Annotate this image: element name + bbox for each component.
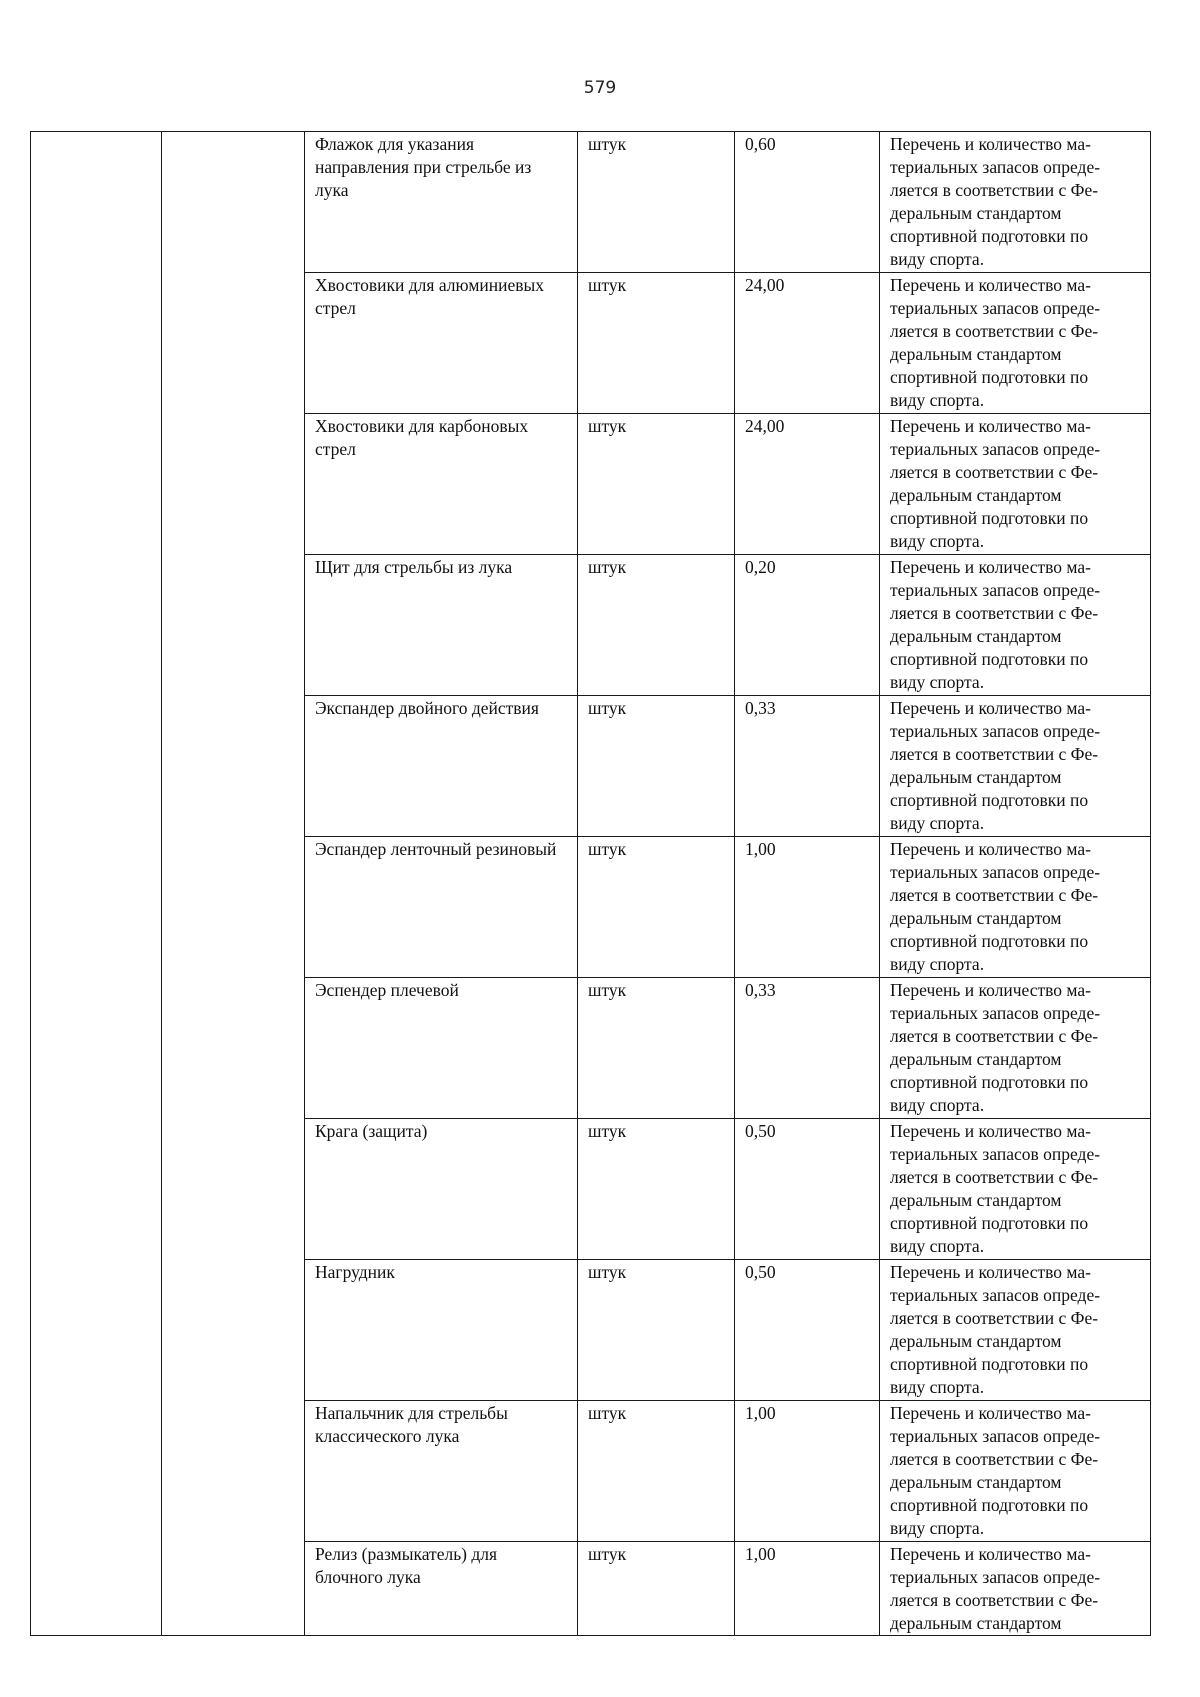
item-name: Хвостовики для алюминиевых стрел [305, 273, 578, 414]
note-line: ляется в соответствии с Фе- [890, 321, 1099, 341]
table-row [31, 132, 1151, 273]
note-line: спортивной подготовки по [890, 649, 1089, 669]
note-line: виду спорта. [890, 954, 985, 974]
note-line: Перечень и количество ма- [890, 557, 1091, 577]
merged-empty-cell-2 [162, 132, 305, 1636]
note-line: деральным стандартом [890, 344, 1062, 364]
note-line: виду спорта. [890, 672, 985, 692]
item-note [880, 414, 1151, 555]
item-unit: штук [578, 1542, 735, 1636]
item-note [880, 837, 1151, 978]
item-quantity: 0,33 [735, 978, 880, 1119]
item-name: Хвостовики для карбоновых стрел [305, 414, 578, 555]
note-line: ляется в соответствии с Фе- [890, 744, 1099, 764]
note-line: териальных запасов опреде- [890, 1144, 1101, 1164]
note-line: виду спорта. [890, 390, 985, 410]
item-quantity: 0,60 [735, 132, 880, 273]
note-line: Перечень и количество ма- [890, 1121, 1091, 1141]
item-unit: штук [578, 1260, 735, 1401]
note-line: спортивной подготовки по [890, 508, 1089, 528]
note-line: Перечень и количество ма- [890, 980, 1091, 1000]
item-quantity: 1,00 [735, 1401, 880, 1542]
note-line: териальных запасов опреде- [890, 1285, 1101, 1305]
item-name: Щит для стрельбы из лука [305, 555, 578, 696]
item-note [880, 978, 1151, 1119]
item-quantity: 1,00 [735, 1542, 880, 1636]
item-unit: штук [578, 132, 735, 273]
note-line: ляется в соответствии с Фе- [890, 1167, 1099, 1187]
item-note [880, 696, 1151, 837]
note-line: спортивной подготовки по [890, 931, 1089, 951]
item-unit: штук [578, 978, 735, 1119]
item-note [880, 1260, 1151, 1401]
note-line: териальных запасов опреде- [890, 157, 1101, 177]
note-line: териальных запасов опреде- [890, 1567, 1101, 1587]
note-line: ляется в соответствии с Фе- [890, 462, 1099, 482]
item-quantity: 24,00 [735, 414, 880, 555]
note-line: деральным стандартом [890, 1190, 1062, 1210]
note-line: ляется в соответствии с Фе- [890, 603, 1099, 623]
item-unit: штук [578, 837, 735, 978]
item-name: Эспандер ленточный резиновый [305, 837, 578, 978]
item-note [880, 273, 1151, 414]
note-line: спортивной подготовки по [890, 226, 1089, 246]
note-line: виду спорта. [890, 1518, 985, 1538]
merged-empty-cell-1 [31, 132, 162, 1636]
item-quantity: 24,00 [735, 273, 880, 414]
note-line: деральным стандартом [890, 908, 1062, 928]
note-line: териальных запасов опреде- [890, 439, 1101, 459]
note-line: виду спорта. [890, 249, 985, 269]
item-quantity: 0,50 [735, 1119, 880, 1260]
item-name: Экспандер двойного действия [305, 696, 578, 837]
note-line: деральным стандартом [890, 1049, 1062, 1069]
item-name: Эспендер плечевой [305, 978, 578, 1119]
equipment-table [30, 131, 1151, 1636]
item-name: Крага (защита) [305, 1119, 578, 1260]
note-line: Перечень и количество ма- [890, 134, 1091, 154]
note-line: ляется в соответствии с Фе- [890, 885, 1099, 905]
note-line: спортивной подготовки по [890, 1072, 1089, 1092]
note-line: спортивной подготовки по [890, 1495, 1089, 1515]
note-line: Перечень и количество ма- [890, 416, 1091, 436]
note-line: спортивной подготовки по [890, 790, 1089, 810]
note-line: виду спорта. [890, 531, 985, 551]
item-unit: штук [578, 414, 735, 555]
note-line: Перечень и количество ма- [890, 698, 1091, 718]
note-line: Перечень и количество ма- [890, 1544, 1091, 1564]
item-name: Флажок для указания направления при стрельбе из лука [305, 132, 578, 273]
note-line: Перечень и количество ма- [890, 275, 1091, 295]
item-unit: штук [578, 1401, 735, 1542]
note-line: спортивной подготовки по [890, 1354, 1089, 1374]
note-line: виду спорта. [890, 1095, 985, 1115]
note-line: деральным стандартом [890, 485, 1062, 505]
item-name: Нагрудник [305, 1260, 578, 1401]
note-line: териальных запасов опреде- [890, 1003, 1101, 1023]
item-note [880, 1542, 1151, 1636]
item-unit: штук [578, 273, 735, 414]
note-line: ляется в соответствии с Фе- [890, 1449, 1099, 1469]
note-line: виду спорта. [890, 1236, 985, 1256]
note-line: спортивной подготовки по [890, 1213, 1089, 1233]
note-line: виду спорта. [890, 1377, 985, 1397]
item-quantity: 0,20 [735, 555, 880, 696]
item-note [880, 1119, 1151, 1260]
note-line: деральным стандартом [890, 626, 1062, 646]
item-quantity: 0,50 [735, 1260, 880, 1401]
note-line: ляется в соответствии с Фе- [890, 180, 1099, 200]
item-note [880, 555, 1151, 696]
item-quantity: 1,00 [735, 837, 880, 978]
item-note [880, 1401, 1151, 1542]
note-line: деральным стандартом [890, 1331, 1062, 1351]
note-line: ляется в соответствии с Фе- [890, 1590, 1099, 1610]
item-name: Релиз (размыкатель) для блочного лука [305, 1542, 578, 1636]
note-line: териальных запасов опреде- [890, 862, 1101, 882]
note-line: териальных запасов опреде- [890, 721, 1101, 741]
note-line: Перечень и количество ма- [890, 1403, 1091, 1423]
note-line: деральным стандартом [890, 1613, 1062, 1633]
note-line: териальных запасов опреде- [890, 580, 1101, 600]
note-line: ляется в соответствии с Фе- [890, 1308, 1099, 1328]
note-line: Перечень и количество ма- [890, 839, 1091, 859]
note-line: деральным стандартом [890, 203, 1062, 223]
note-line: Перечень и количество ма- [890, 1262, 1091, 1282]
note-line: деральным стандартом [890, 1472, 1062, 1492]
note-line: деральным стандартом [890, 767, 1062, 787]
item-unit: штук [578, 555, 735, 696]
item-unit: штук [578, 1119, 735, 1260]
note-line: виду спорта. [890, 813, 985, 833]
note-line: териальных запасов опреде- [890, 1426, 1101, 1446]
note-line: териальных запасов опреде- [890, 298, 1101, 318]
item-unit: штук [578, 696, 735, 837]
note-line: ляется в соответствии с Фе- [890, 1026, 1099, 1046]
note-line: спортивной подготовки по [890, 367, 1089, 387]
page-number: 579 [583, 78, 617, 98]
item-note [880, 132, 1151, 273]
item-name: Напальчник для стрельбы классического лука [305, 1401, 578, 1542]
item-quantity: 0,33 [735, 696, 880, 837]
